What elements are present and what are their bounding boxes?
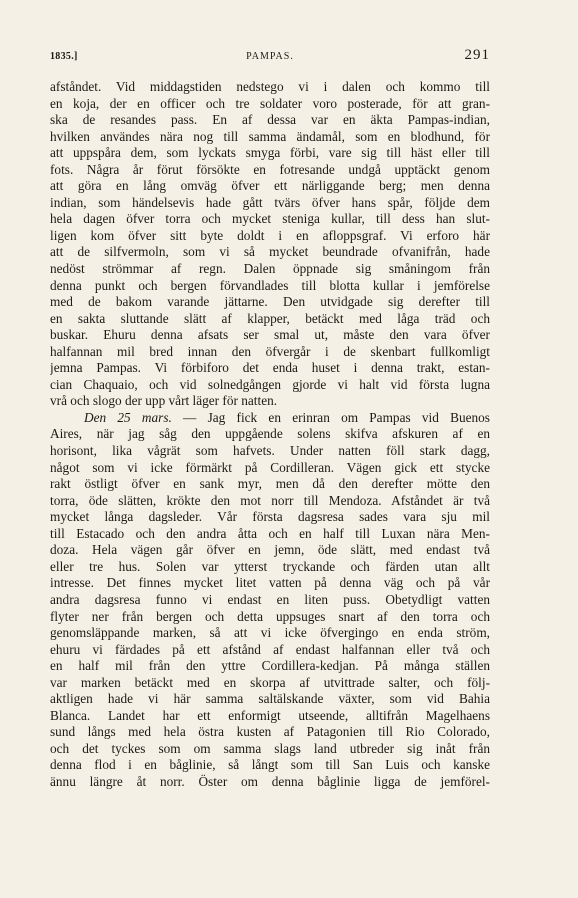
text-line: denna flod i en båglinie, så långt som till San Luis och kanske — [50, 757, 490, 773]
text-line: afståndet. Vid middagstiden nedstego vi i dalen och kommo till — [50, 79, 490, 94]
text-line: cian Chaquaio, och vid solnedgången gjorde vi halt vid första lugna — [50, 376, 490, 392]
page-number: 291 — [464, 47, 490, 63]
text-fragment: — Jag fick en erinran om Pampas vid Buenos — [171, 409, 490, 425]
text-line: torra, öde slätten, krökte den mot norr till Mendoza. Afståndet är två — [50, 492, 490, 508]
text-line: genomsläppande marken, så att vi icke öfvergingo en enda ström, — [50, 625, 490, 641]
text-line: ännu längre åt norr. Öster om denna båglinie ligga de jemförel- — [50, 773, 490, 789]
text-line: intresse. Det finnes mycket litet vatten på denna väg och på vår — [50, 575, 490, 591]
running-header — [50, 47, 490, 69]
text-line: indian, som händelsevis hade gått tvärs öfver hans spår, följde dem — [50, 194, 490, 210]
text-line: var marken betäckt med en skorpa af utvittrade salter, och följ- — [50, 674, 490, 690]
text-line: nedöst strömmar af regn. Dalen öppnade sig småningom från — [50, 261, 490, 277]
body-text — [50, 79, 490, 791]
text-line: till Estacado och den andra åtta och en half till Luxan nära Men- — [50, 525, 490, 541]
text-line: att uppspåra dem, som lyckats smyga förbi, vare sig till häst eller till — [50, 145, 490, 161]
text-line: Aires, när jag såg den uppgående solens skifva afskuren af en — [50, 426, 490, 442]
text-line: jemna Pampas. Vi förbiforo det enda huset i denna trakt, estan- — [50, 360, 490, 376]
date-heading: Den 25 mars. — [84, 409, 172, 425]
text-line: ligen kom öfver sitt byte doldt i en afloppsgraf. Vi erforo här — [50, 227, 490, 243]
text-line: doza. Hela vägen går öfver en jemn, öde slätt, med endast två — [50, 542, 490, 558]
text-line: halfannan mil bred innan den öfvergår i de skenbart fullkomligt — [50, 343, 490, 359]
header-title: PAMPAS. — [246, 51, 294, 62]
text-line: en sakta sluttande slätt af klapper, betäckt med låga träd och — [50, 310, 490, 326]
text-line: något som vi icke förmärkt på Cordilleran. Vägen gick ett stycke — [50, 459, 490, 475]
text-line: sund långs med hela östra kusten af Patagonien till Rio Colorado, — [50, 724, 490, 740]
text-line: denna punkt och bergen förvandlades till blotta kullar i jemförelse — [50, 277, 490, 293]
text-line: flyter ner från bergen och detta uppsuges snart af den torra och — [50, 608, 490, 624]
text-line: buskar. Ehuru denna afsats ser smal ut, måste den vara öfver — [50, 327, 490, 343]
text-line: ska de resandes pass. En af dessa var en äkta Pampas-indian, — [50, 112, 490, 128]
text-line: och det tyckes som om samma slags land utbreder sig inåt från — [50, 740, 490, 756]
text-line: en koja, der en officer och tre soldater voro posterade, för att gran- — [50, 95, 490, 111]
paragraph-start-line — [50, 410, 490, 427]
text-line: fots. Några år förut försökte en fotresande undgå upptäckt genom — [50, 161, 490, 177]
text-line: att göra en lång omväg öfver ett närliggande berg; men denna — [50, 178, 490, 194]
text-line: med de bakom varande jättarne. Den utvidgade sig derefter till — [50, 294, 490, 310]
text-line: aktligen hade vi här samma saltälskande växter, som vid Bahia — [50, 691, 490, 707]
text-line: vrå och slogo der upp vårt läger för natten. — [50, 393, 278, 409]
text-line: att de silfvermoln, som vi så mycket beundrade ofvanifrån, hade — [50, 244, 490, 260]
text-line: horisont, lika vågrät som hafvets. Under natten föll stark dagg, — [50, 443, 490, 459]
text-line: andra dagsresa funno vi endast en liten puss. Obetydligt vatten — [50, 591, 490, 607]
text-line: eller tre hus. Solen var ytterst tryckande och färden utan allt — [50, 558, 490, 574]
text-line: en half mil från den yttre Cordillera-kedjan. På många ställen — [50, 658, 490, 674]
text-line: Blanca. Landet har ett enformigt utseende, alltifrån Magelhaens — [50, 707, 490, 723]
header-year: 1835.] — [50, 51, 78, 62]
text-line: hela dagen öfver torra och mycket steniga kullar, till dess han slut- — [50, 211, 490, 227]
text-line: ehuru vi färdades på ett afstånd af endast halfannan eller två och — [50, 641, 490, 657]
text-line: rakt östligt öfver en sank myr, men då den derefter mötte den — [50, 476, 490, 492]
text-line: mycket långa dagsleder. Vår första dagsresa sades vara sju mil — [50, 509, 490, 525]
text-line: hvilken användes nära nog till samma ändamål, som en blodhund, för — [50, 128, 490, 144]
